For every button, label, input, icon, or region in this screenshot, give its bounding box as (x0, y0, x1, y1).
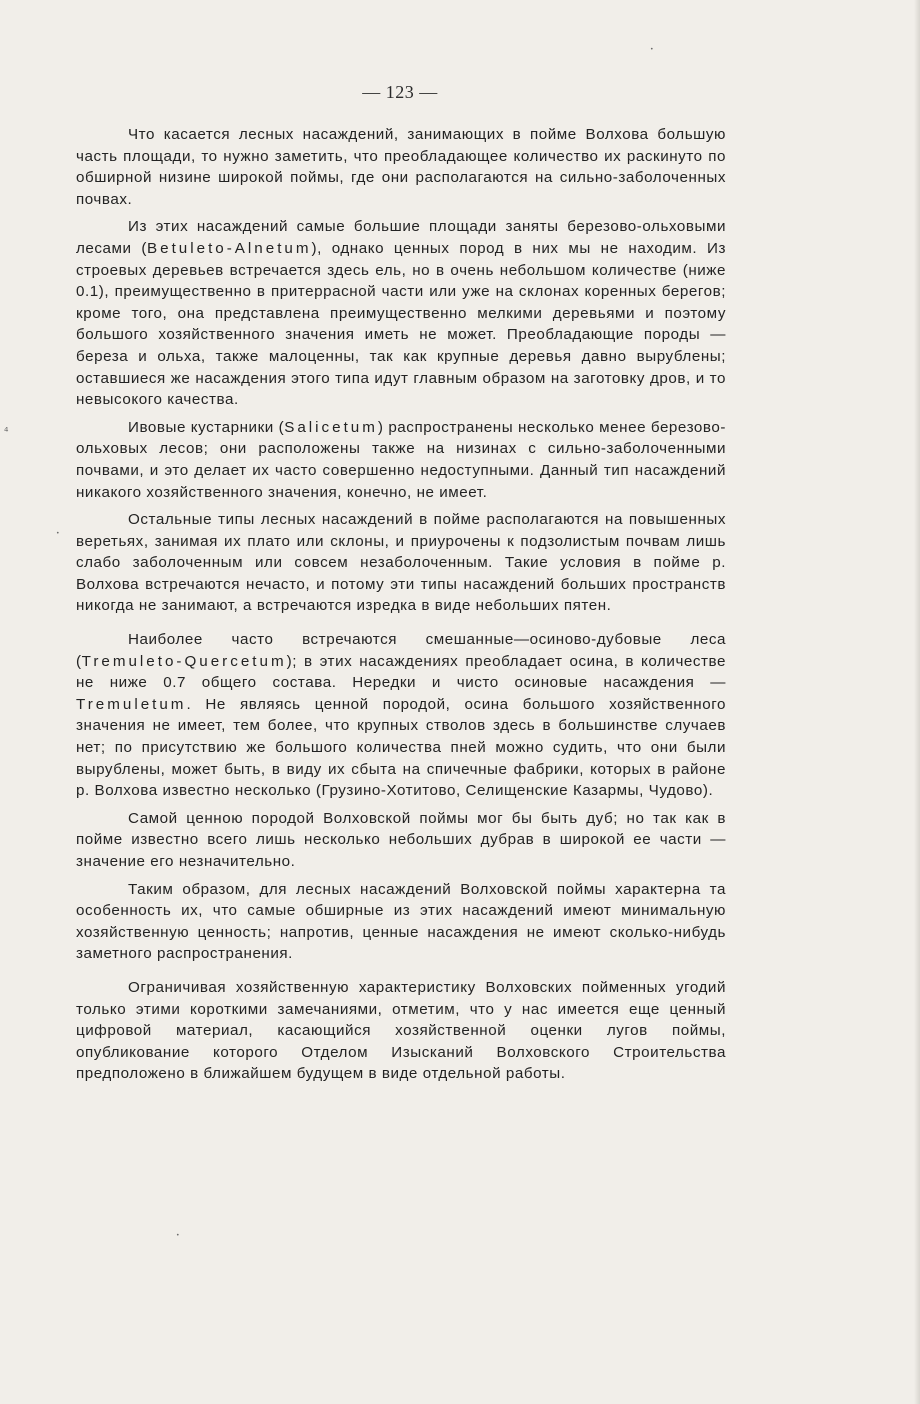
paragraph-text: Самой ценною породой Волховской поймы мог бы быть дуб; но так как в пойме известно всего лишь несколько небольших дубрав в широкой ее части — значение его незначительно. (76, 809, 726, 870)
scan-edge (914, 0, 920, 1404)
paragraph-1 (76, 124, 726, 210)
latin-term: Tremuleto-Quercetum (81, 652, 287, 670)
paragraph-4 (76, 509, 726, 617)
margin-mark: ⁴ (4, 425, 9, 438)
paragraph-5 (76, 629, 726, 802)
paragraph-text: Таким образом, для лесных насаждений Волховской поймы характерна та особенность их, что самые обширные из этих насаждений имеют минимальную хозяйственную ценность; напротив, ценные насаждения не имеют сколько-нибудь заметного распространения. (76, 880, 726, 963)
paragraph-text: Наиболее часто встречаются смешанные—осиново-дубовые леса ( (76, 631, 726, 670)
paragraph-text: Что касается лесных насаждений, занимающих в пойме Волхова большую часть площади, то нужно заметить, что преобладающее количество их раскинуто по обширной низине широкой поймы, где они располагаются на сильно-заболоченных почвах. (76, 126, 726, 208)
scan-speck-icon: • (56, 530, 60, 537)
paragraph-8 (76, 977, 726, 1085)
scan-speck-icon: • (650, 46, 654, 53)
body-text (76, 124, 726, 1085)
paragraph-text: ) распространены несколько менее березово-ольховых лесов; они расположены также на низинах с сильно-заболоченными почвами, и это делает их часто совершенно недоступными. Данный тип насаждений никакого хозяйственного значения, конечно, не имеет. (76, 418, 726, 501)
latin-term: Tremuletum (76, 695, 187, 713)
scan-speck-icon: • (176, 1232, 180, 1239)
paragraph-text: ); в этих насаждениях преобладает осина, в количестве не ниже 0.7 общего состава. Нередки и чисто осиновые насаждения — (76, 652, 726, 692)
paragraph-text: ), однако ценных пород в них мы не находим. Из строевых деревьев встречается здесь ель, но в очень небольшом количестве (ниже 0.1), преимущественно в притеррасной части или уже на склонах коренных берегов; кроме того, она представлена преимущественно мелкими деревьями и поэтому большого хозяйственного значения иметь не может. Преобладающие породы — береза и ольха, также малоценны, так как крупные деревья давно вырублены; оставшиеся же насаждения этого типа идут главным образом на заготовку дров, и то невысокого качества. (76, 239, 727, 409)
paragraph-text: Остальные типы лесных насаждений в пойме располагаются на повышенных веретьях, занимая их плато или склоны, и приурочены к подзолистым почвам лишь слабо заболоченным или совсем незаболоченным. Такие условия в пойме р. Волхова встречаются нечасто, и потому эти типы насаждений больших пространств никогда не занимают, а встречаются изредка в виде небольших пятен. (76, 511, 726, 615)
paragraph-text: . Не являясь ценной породой, осина большого хозяйственного значения не имеет, тем более, что крупных стволов здесь в большинстве случаев нет; по присутствию же большого количества пней можно судить, что они были вырублены, может быть, в виду их сбыта на спичечные фабрики, которых в районе р. Волхова известно несколько (Грузино-Хотитово, Селищенские Казармы, Чудово). (76, 695, 726, 800)
paragraph-3 (76, 417, 726, 503)
paragraph-text: Ограничивая хозяйственную характеристику Волховских пойменных угодий только этими короткими замечаниями, отметим, что у нас имеется еще ценный цифровой материал, касающийся хозяйственной оценки лугов поймы, опубликование которого Отделом Изысканий Волховского Строительства предположено в ближайшем будущем в виде отдельной работы. (76, 978, 726, 1083)
paragraph-text: Ивовые кустарники ( (128, 418, 285, 436)
paragraph-6 (76, 808, 726, 873)
paragraph-7 (76, 879, 726, 965)
latin-term: Betuleto-Alnetum (147, 239, 312, 257)
paragraph-text: Из этих насаждений самые большие площади заняты березово-ольховыми лесами ( (76, 218, 726, 257)
latin-term: Salicetum (284, 418, 378, 436)
page-number: — 123 — (362, 82, 438, 102)
paragraph-2 (76, 216, 726, 410)
